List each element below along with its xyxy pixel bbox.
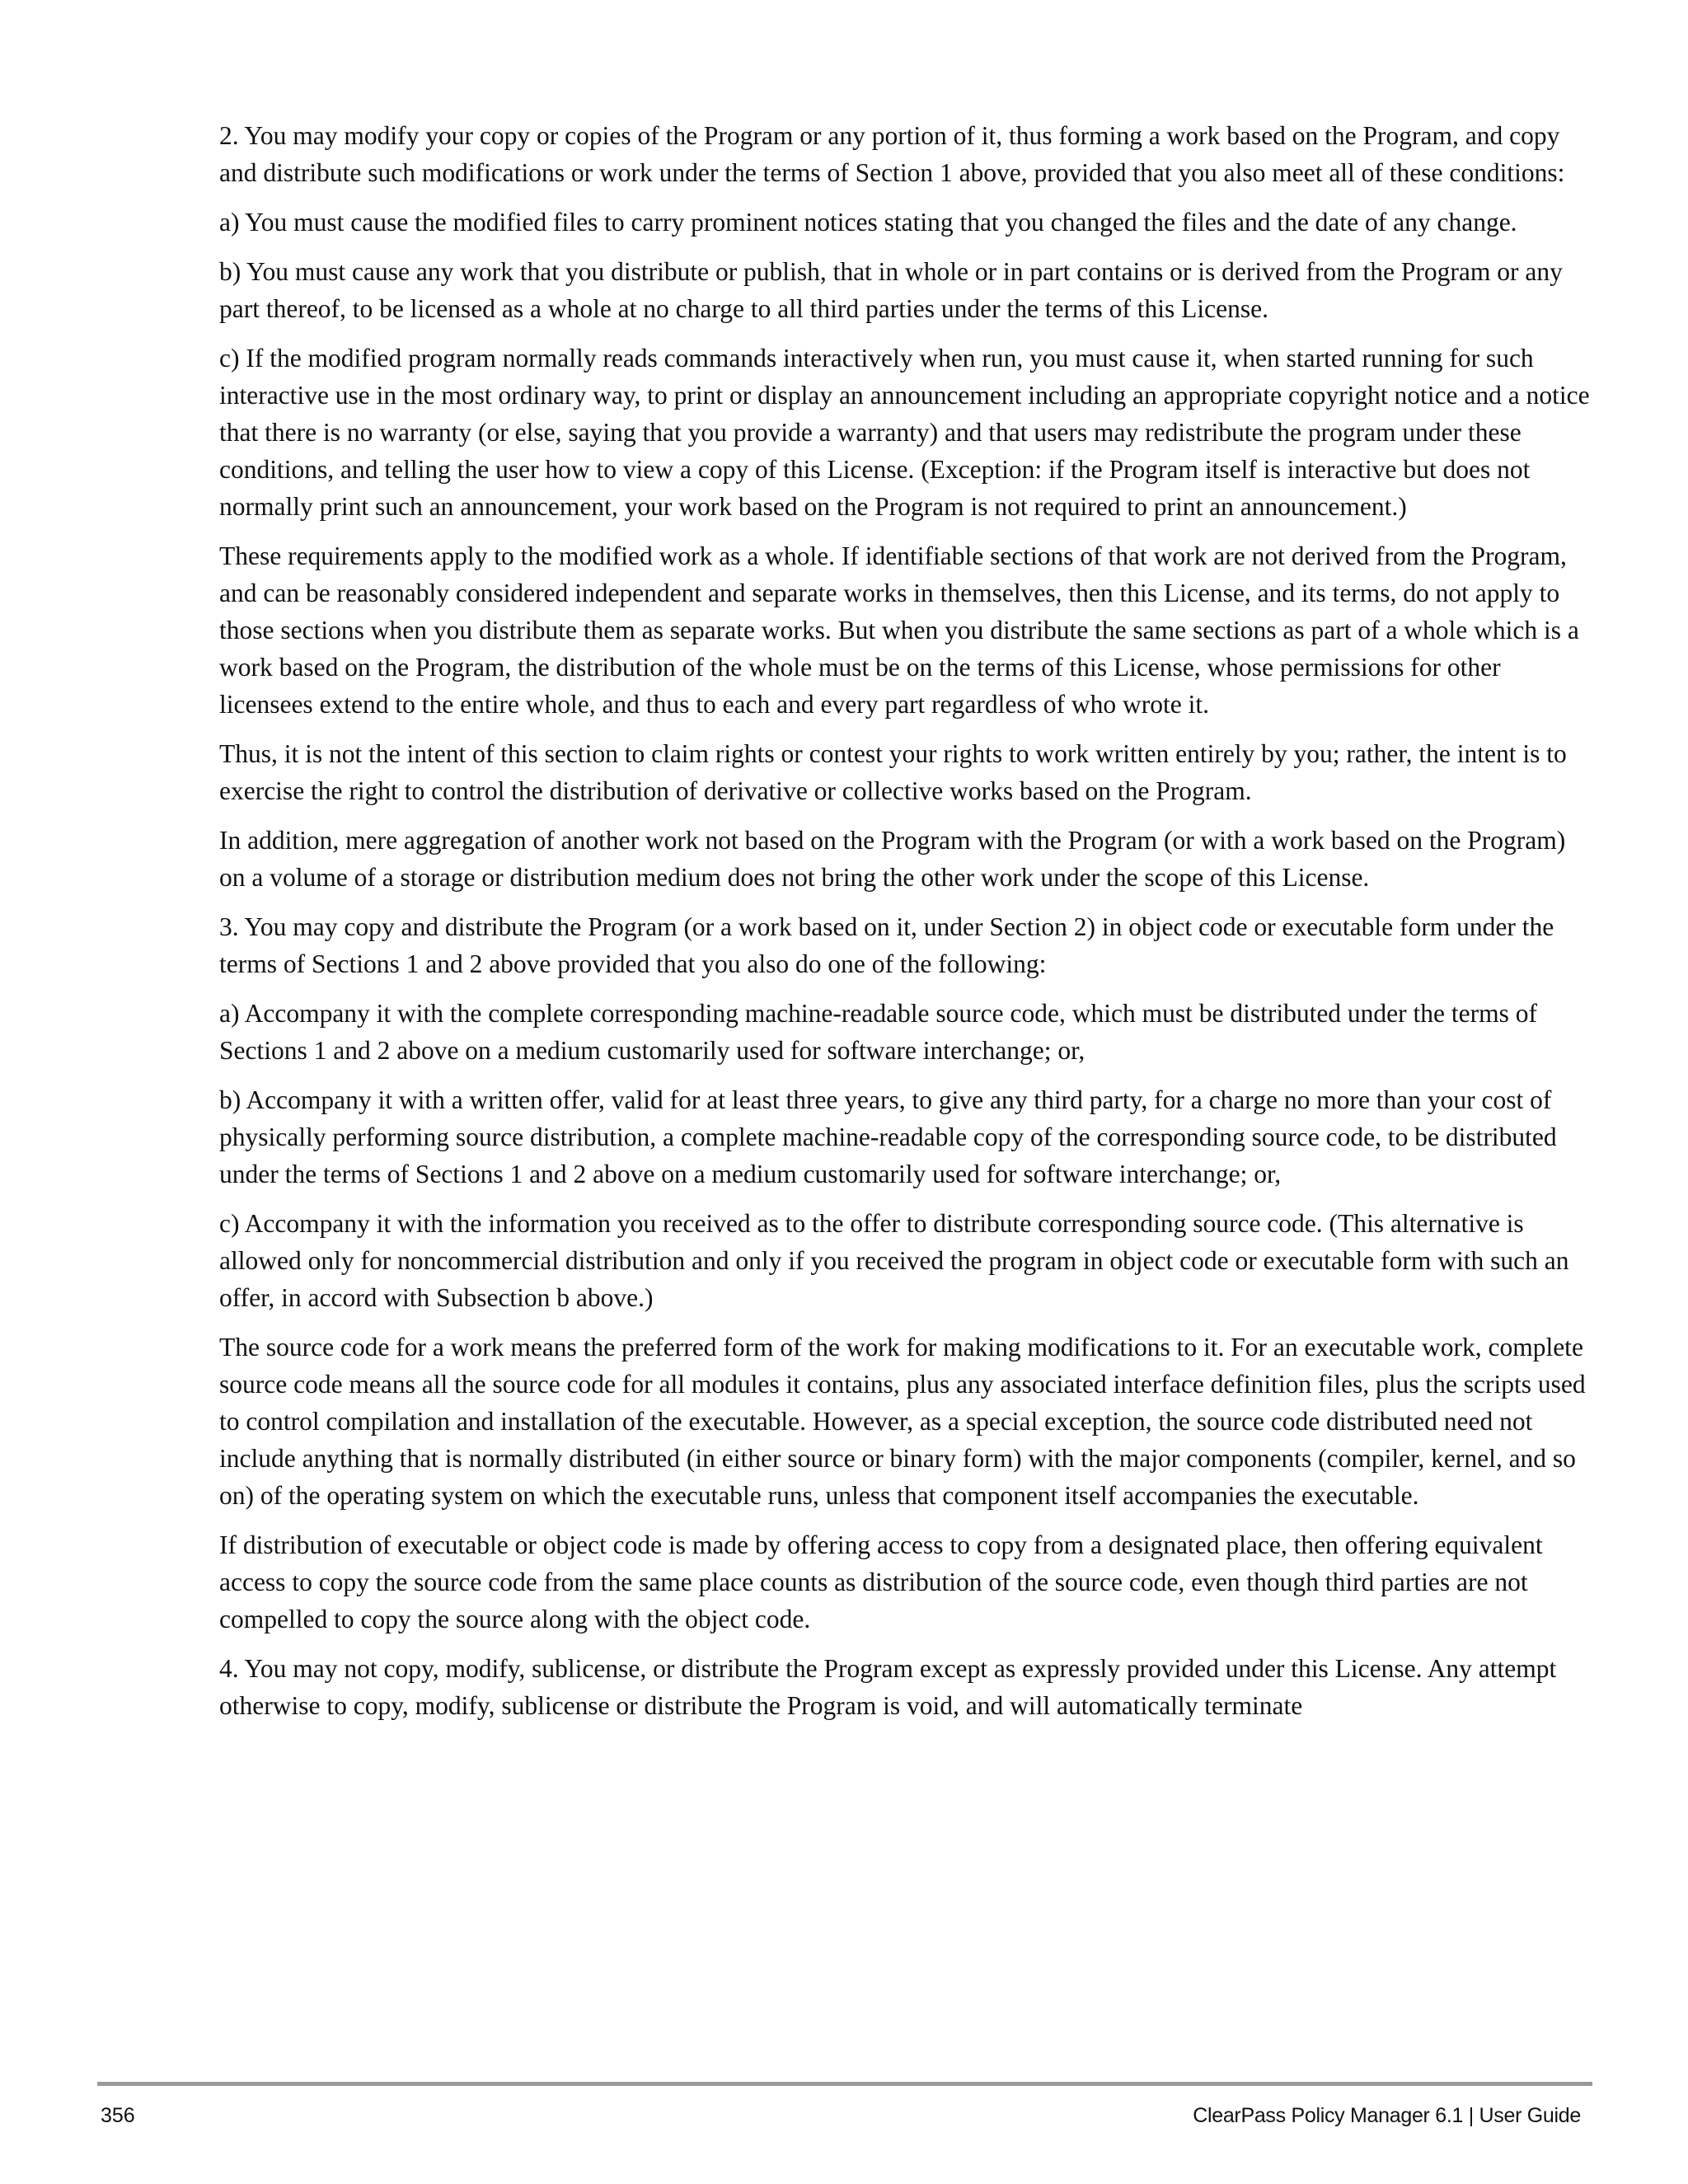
paragraph-aggregation: In addition, mere aggregation of another work not based on the Program with the Program (or with a work based on the Program) on a volume of a storage or distribution medium does not bring the other work under the scope of this License. bbox=[219, 826, 1566, 892]
paragraph-requirements-apply: These requirements apply to the modified work as a whole. If identifiable sections of that work are not derived from the Program, and can be reasonably considered independent and separate works in themselves, then this License, and its terms, do not apply to those sections when you distribute them as separate works. But when you distribute the same sections as part of a whole which is a work based on the Program, the distribution of the whole must be on the terms of this License, whose permissions for other licensees extend to the entire whole, and thus to each and every part regardless of who wrote it. bbox=[219, 541, 1579, 719]
paragraph-designated-place: If distribution of executable or object code is made by offering access to copy from a designated place, then offering equivalent access to copy the source code from the same place counts as distribution of the source code, even though third parties are not compelled to copy the source along with the object code. bbox=[219, 1530, 1543, 1633]
paragraph-source-code-definition: The source code for a work means the preferred form of the work for making modifications to it. For an executable work, complete source code means all the source code for all modules it contains, plus any associated interface definition files, plus the scripts used to control compilation and installation of the executable. However, as a special exception, the source code distributed need not include anything that is normally distributed (in either source or binary form) with the major components (compiler, kernel, and so on) of the operating system on which the executable runs, unless that component itself accompanies the executable. bbox=[219, 1333, 1586, 1510]
paragraph-section-3-intro: 3. You may copy and distribute the Program (or a work based on it, under Section 2) in object code or executable form under the terms of Sections 1 and 2 above provided that you also do one of the following: bbox=[219, 912, 1554, 978]
paragraph-intent: Thus, it is not the intent of this section to claim rights or contest your rights to work written entirely by you; rather, the intent is to exercise the right to control the distribution of derivative or collective works based on the Program. bbox=[219, 739, 1567, 805]
paragraph-option-b: b) Accompany it with a written offer, valid for at least three years, to give any third party, for a charge no more than your cost of physically performing source distribution, a complete machine-readable copy of the corresponding source code, to be distributed under the terms of Sections 1 and 2 above on a medium customarily used for software interchange; or, bbox=[219, 1085, 1557, 1188]
license-text-body bbox=[219, 117, 1591, 1736]
footer-divider bbox=[97, 2082, 1592, 2086]
page-number: 356 bbox=[101, 2104, 135, 2127]
paragraph-condition-c: c) If the modified program normally reads commands interactively when run, you must cause it, when started running for such interactive use in the most ordinary way, to print or display an announcement including an appropriate copyright notice and a notice that there is no warranty (or else, saying that you provide a warranty) and that users may redistribute the program under these conditions, and telling the user how to view a copy of this License. (Exception: if the Program itself is interactive but does not normally print such an announcement, your work based on the Program is not required to print an announcement.) bbox=[219, 344, 1590, 521]
footer-document-title: ClearPass Policy Manager 6.1 | User Guide bbox=[1193, 2104, 1581, 2127]
paragraph-option-c: c) Accompany it with the information you received as to the offer to distribute corresponding source code. (This alternative is allowed only for noncommercial distribution and only if you received the program in object code or executable form with such an offer, in accord with Subsection b above.) bbox=[219, 1209, 1569, 1312]
paragraph-section-4: 4. You may not copy, modify, sublicense, or distribute the Program except as expressly provided under this License. Any attempt otherwise to copy, modify, sublicense or distribute the Program is void, and will automatically terminate bbox=[219, 1654, 1557, 1720]
paragraph-condition-b: b) You must cause any work that you distribute or publish, that in whole or in part contains or is derived from the Program or any part thereof, to be licensed as a whole at no charge to all third parties under the terms of this License. bbox=[219, 257, 1563, 323]
paragraph-section-2-intro: 2. You may modify your copy or copies of the Program or any portion of it, thus forming a work based on the Program, and copy and distribute such modifications or work under the terms of Section 1 above, provided that you also meet all of these conditions: bbox=[219, 121, 1565, 187]
paragraph-option-a: a) Accompany it with the complete corresponding machine-readable source code, which must be distributed under the terms of Sections 1 and 2 above on a medium customarily used for software interchange; or, bbox=[219, 999, 1537, 1065]
paragraph-condition-a: a) You must cause the modified files to carry prominent notices stating that you changed the files and the date of any change. bbox=[219, 208, 1517, 237]
